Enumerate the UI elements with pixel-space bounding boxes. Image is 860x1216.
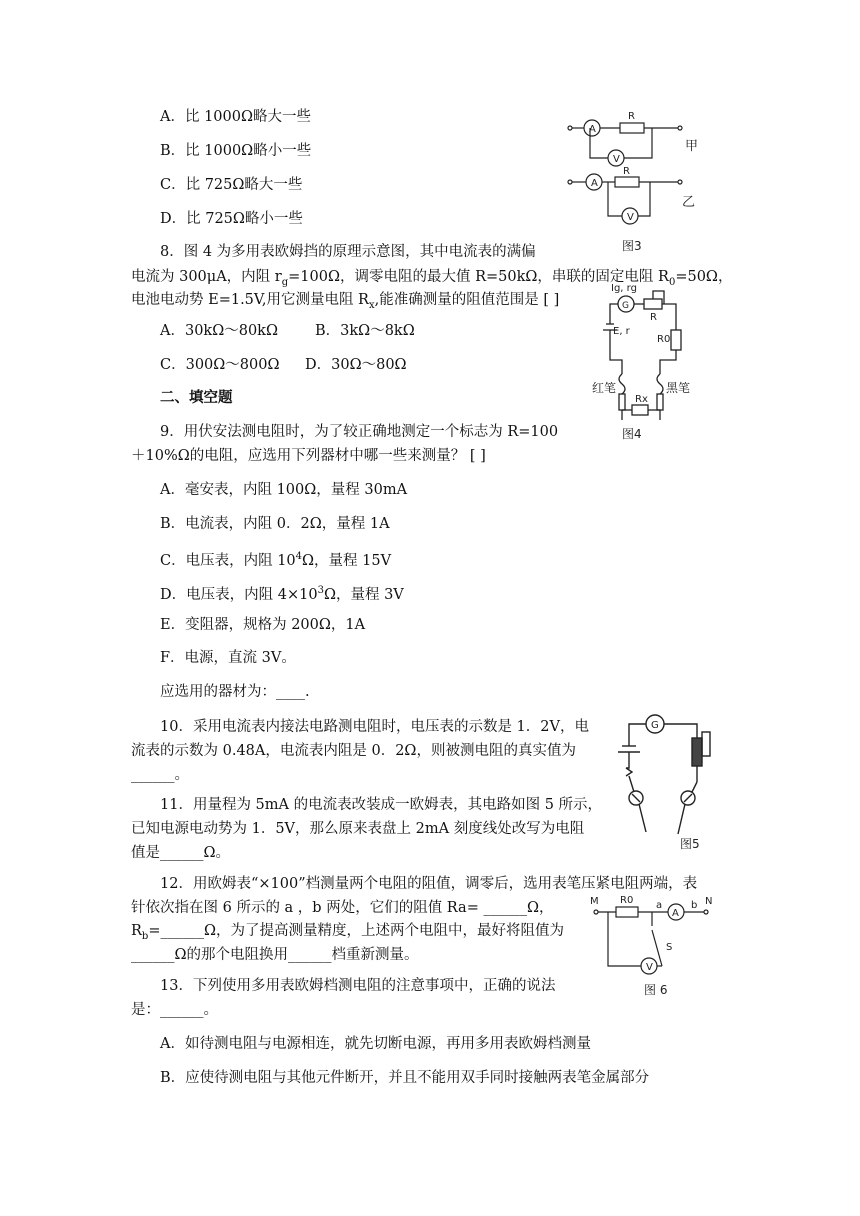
q13-option-b: B．应使待测电阻与其他元件断开，并且不能用双手同时接触两表笔金属部分 bbox=[160, 1070, 650, 1086]
q10-line-3: ______。 bbox=[131, 767, 189, 783]
svg-text:R0: R0 bbox=[620, 895, 634, 906]
svg-text:乙: 乙 bbox=[682, 195, 696, 210]
q9-option-b: B．电流表，内阻 0．2Ω，量程 1A bbox=[160, 516, 390, 532]
q8-line-3: 电池电动势 E=1.5V,用它测量电阻 $R_x$,能准确测量的阻值范围是 [ ] bbox=[131, 292, 560, 311]
q9-option-f: F．电源，直流 3V。 bbox=[160, 650, 296, 666]
q8-option-c: C．300Ω～800Ω bbox=[160, 357, 280, 373]
svg-text:R0: R0 bbox=[657, 334, 671, 345]
q12-line-4: ______Ω的那个电阻换用______档重新测量。 bbox=[131, 947, 419, 963]
q9-answer: 应选用的器材为：____. bbox=[160, 684, 310, 700]
q9-option-a: A．毫安表，内阻 100Ω，量程 30mA bbox=[160, 482, 408, 498]
q8-option-a: A．30kΩ～80kΩ bbox=[160, 323, 278, 339]
svg-text:a: a bbox=[656, 900, 663, 911]
q13-line-2: 是：______。 bbox=[131, 1002, 218, 1018]
q8-line-2: 电流为 300μA，内阻 $r_g=100\Omega$，调零电阻的最大值 R=50kΩ，串联的固定电阻 $R_0=50\Omega$， bbox=[131, 269, 733, 288]
q12-line-2: 针依次指在图 6 所示的 a ，b 两处，它们的阻值 Ra= ______Ω， bbox=[131, 900, 554, 916]
svg-text:V: V bbox=[613, 154, 620, 165]
svg-text:图4: 图4 bbox=[622, 427, 642, 441]
svg-text:A: A bbox=[589, 124, 596, 135]
svg-text:G: G bbox=[651, 720, 659, 731]
figure-6 bbox=[586, 890, 716, 1000]
svg-text:R: R bbox=[650, 312, 657, 323]
svg-text:M: M bbox=[590, 896, 599, 907]
q9-option-c: C．电压表，内阻 $10^4\Omega$，量程 15V bbox=[160, 551, 392, 569]
q8-line-1: 8．图 4 为多用表欧姆挡的原理示意图，其中电流表的满偏 bbox=[160, 244, 536, 260]
svg-text:R: R bbox=[623, 166, 630, 177]
q13-line-1: 13．下列使用多用表欧姆档测电阻的注意事项中，正确的说法 bbox=[160, 978, 556, 994]
svg-text:A: A bbox=[591, 178, 598, 189]
q10-line-1: 10．采用电流表内接法电路测电阻时，电压表的示数是 1．2V，电 bbox=[160, 719, 589, 735]
svg-text:S: S bbox=[666, 942, 673, 953]
svg-text:图 6: 图 6 bbox=[644, 983, 668, 997]
q7-option-c: C．比 725Ω略大一些 bbox=[160, 177, 303, 193]
svg-text:V: V bbox=[646, 962, 653, 973]
svg-text:b: b bbox=[691, 900, 698, 911]
q7-option-b: B．比 1000Ω略小一些 bbox=[160, 143, 312, 159]
svg-text:V: V bbox=[627, 212, 634, 223]
svg-text:R: R bbox=[628, 111, 635, 122]
svg-text:E, r: E, r bbox=[613, 326, 630, 337]
q12-line-3: $R_b=\_\_\_\_\_\_\Omega$，为了提高测量精度，上述两个电阻中，最好将阻值为 bbox=[131, 923, 564, 942]
q11-line-1: 11．用量程为 5mA 的电流表改装成一欧姆表，其电路如图 5 所示， bbox=[160, 797, 603, 813]
q9-option-d: D．电压表，内阻 $4\times 10^3\Omega$，量程 3V bbox=[160, 585, 404, 603]
q7-option-a: A．比 1000Ω略大一些 bbox=[160, 109, 312, 125]
svg-text:G: G bbox=[622, 301, 629, 311]
q8-option-b: B．3kΩ～8kΩ bbox=[315, 323, 415, 339]
svg-text:Rx: Rx bbox=[635, 394, 648, 405]
svg-text:甲: 甲 bbox=[685, 139, 699, 154]
q9-line-1: 9．用伏安法测电阻时，为了较正确地测定一个标志为 R=100 bbox=[160, 424, 559, 440]
svg-text:图5: 图5 bbox=[680, 837, 700, 851]
svg-text:红笔: 红笔 bbox=[592, 381, 617, 395]
svg-text:A: A bbox=[672, 908, 679, 919]
q9-line-2: ＋10%Ω的电阻，应选用下列器材中哪一些来测量？ [ ] bbox=[131, 448, 486, 464]
q12-line-1: 12．用欧姆表“×100”档测量两个电阻的阻值，调零后，选用表笔压紧电阻两端，表 bbox=[160, 876, 698, 892]
q7-option-d: D．比 725Ω略小一些 bbox=[160, 211, 303, 227]
svg-text:Ig, rg: Ig, rg bbox=[611, 283, 637, 294]
q11-line-3: 值是______Ω。 bbox=[131, 845, 231, 861]
figure-4 bbox=[592, 282, 704, 442]
section-title: 二、填空题 bbox=[160, 390, 233, 406]
q13-option-a: A．如待测电阻与电源相连，就先切断电源，再用多用表欧姆档测量 bbox=[160, 1036, 591, 1052]
q8-option-d: D．30Ω～80Ω bbox=[305, 357, 407, 373]
q11-line-2: 已知电源电动势为 1．5V，那么原来表盘上 2mA 刻度线处改写为电阻 bbox=[131, 821, 585, 837]
svg-text:黑笔: 黑笔 bbox=[666, 381, 691, 395]
figure-5 bbox=[612, 712, 722, 852]
q9-option-e: E．变阻器，规格为 200Ω，1A bbox=[160, 617, 366, 633]
svg-text:图3: 图3 bbox=[622, 239, 642, 253]
figure-3 bbox=[560, 102, 710, 252]
q10-line-2: 流表的示数为 0.48A，电流表内阻是 0．2Ω，则被测电阻的真实值为 bbox=[131, 743, 576, 759]
svg-text:N: N bbox=[705, 896, 713, 907]
